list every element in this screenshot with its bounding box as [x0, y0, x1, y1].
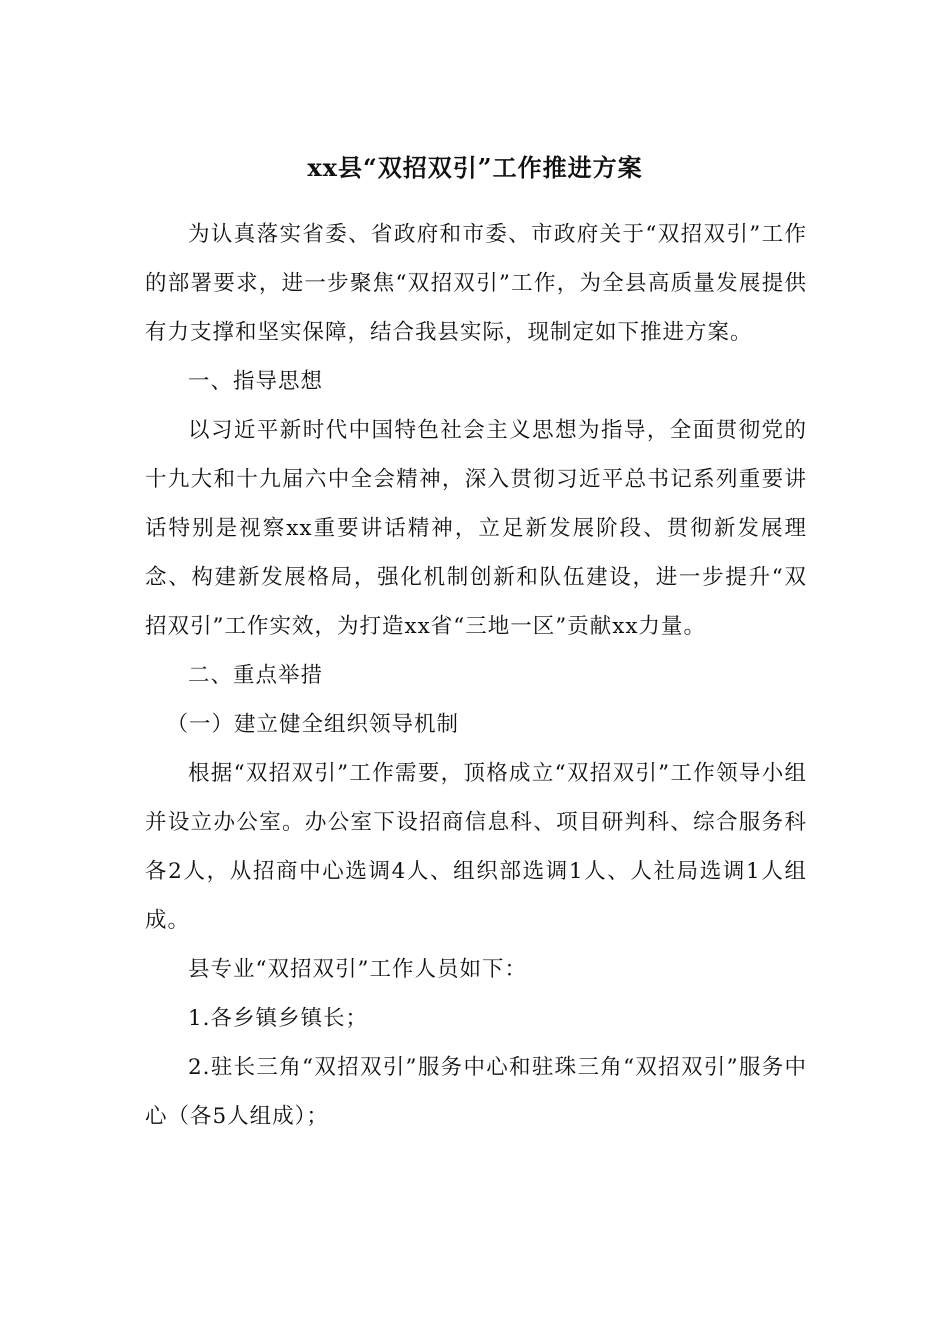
intro-paragraph: 为认真落实省委、省政府和市委、市政府关于“双招双引”工作的部署要求，进一步聚焦“双招双引”工作，为全县高质量发展提供有力支撑和坚实保障，结合我县实际，现制定如下推进方案。	[145, 222, 807, 345]
section-heading-guiding-ideology: 一、指导思想	[188, 369, 324, 394]
staff-intro-paragraph: 县专业“双招双引”工作人员如下：	[188, 957, 527, 982]
document-title: xx县“双招双引”工作推进方案	[307, 153, 643, 182]
guiding-ideology-paragraph: 以习近平新时代中国特色社会主义思想为指导，全面贯彻党的十九大和十九届六中全会精神，深入贯彻习近平总书记系列重要讲话特别是视察xx重要讲话精神，立足新发展阶段、贯彻新发展理念、构建新发展格局，强化机制创新和队伍建设，进一步提升“双招双引”工作实效，为打造xx省“三地一区”贡献xx力量。	[145, 418, 807, 639]
document-body	[145, 210, 807, 1141]
list-item: 1.各乡镇乡镇长；	[188, 1006, 369, 1031]
section-heading-key-measures: 二、重点举措	[188, 663, 324, 688]
list-item: 2.驻长三角“双招双引”服务中心和驻珠三角“双招双引”服务中心（各5人组成）；	[145, 1055, 807, 1129]
leadership-mechanism-paragraph: 根据“双招双引”工作需要，顶格成立“双招双引”工作领导小组并设立办公室。办公室下设招商信息科、项目研判科、综合服务科各2人，从招商中心选调4人、组织部选调1人、人社局选调1人组成。	[145, 761, 807, 933]
subsection-heading-leadership-mechanism: （一）建立健全组织领导机制	[166, 712, 460, 737]
